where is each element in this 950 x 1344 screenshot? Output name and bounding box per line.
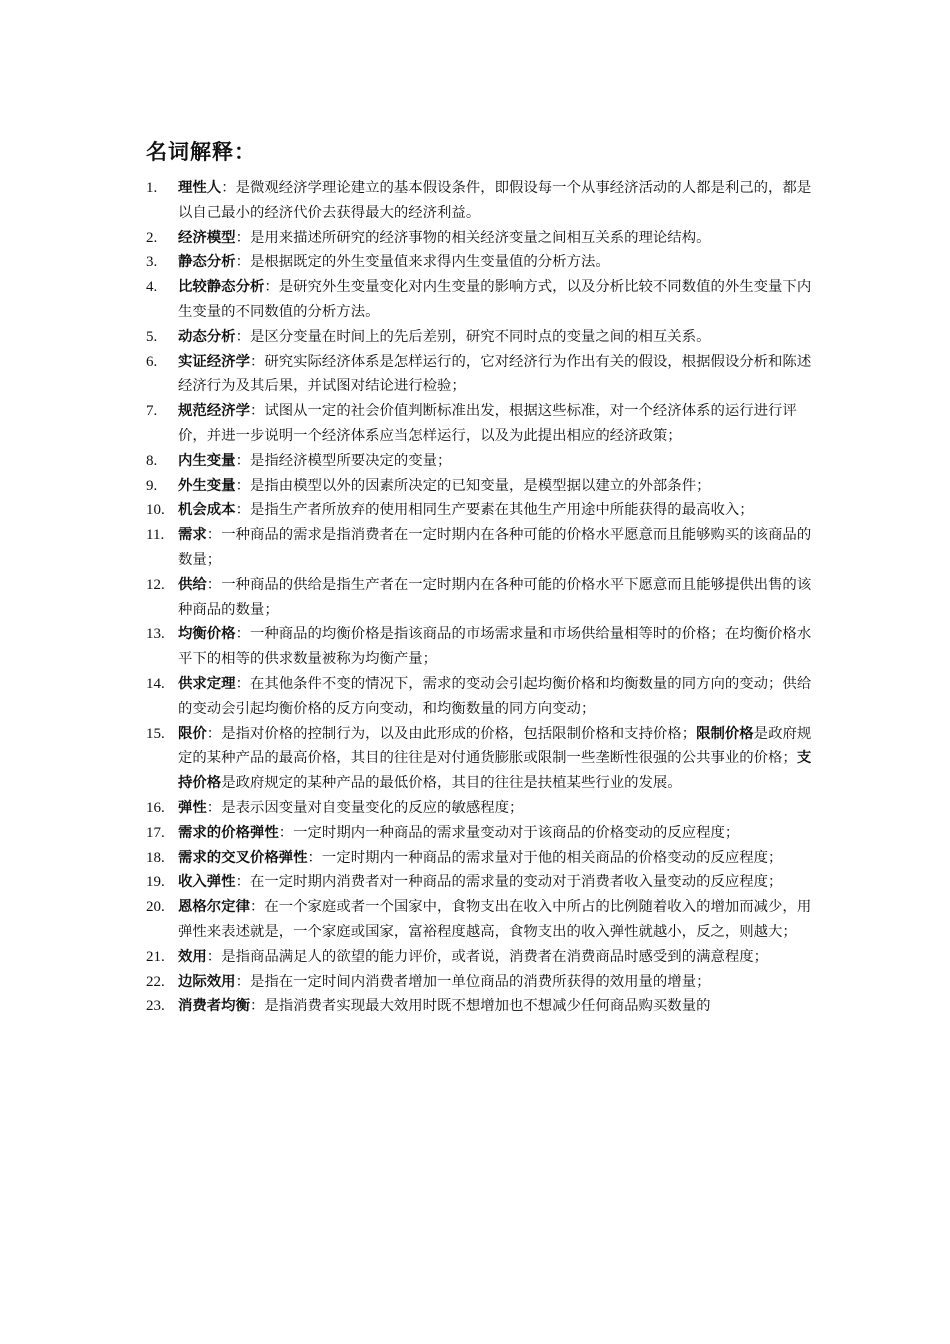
item-text: ：研究实际经济体系是怎样运行的，它对经济行为作出有关的假设，根据假设分析和陈述经济行为及其后果，并试图对结论进行检验； [178,353,812,395]
list-item [146,945,818,970]
item-subterm: 支持价格 [178,750,812,792]
item-number: 22. [146,973,165,990]
item-text: ：是指经济模型所要决定的变量； [235,452,452,469]
item-text: ：是表示因变量对自变量变化的反应的敏感程度； [206,799,524,816]
item-number: 18. [146,849,165,866]
item-term: 需求的价格弹性 [178,824,279,841]
item-text: ：是指消费者实现最大效用时既不想增加也不想减少任何商品购买数量的 [249,998,711,1015]
list-item [146,870,818,895]
list-item [146,994,818,1019]
list-item [146,895,818,945]
item-term: 规范经济学 [178,403,250,420]
item-text: ：一种商品的供给是指生产者在一定时期内在各种可能的价格水平下愿意而且能够提供出售的该种商品的数量； [178,576,812,618]
item-term: 限价 [178,725,207,742]
item-term: 需求的交叉价格弹性 [178,849,308,866]
list-item [146,350,818,400]
list-item [146,325,818,350]
item-text: ：是区分变量在时间上的先后差别，研究不同时点的变量之间的相互关系。 [235,328,711,345]
list-item [146,970,818,995]
item-text: ：一种商品的均衡价格是指该商品的市场需求量和市场供给量相等时的价格；在均衡价格水平下的相等的供求数量被称为均衡产量； [178,626,812,668]
item-term: 效用 [178,948,207,965]
item-number: 16. [146,799,165,816]
item-number: 5. [146,328,158,345]
item-number: 21. [146,948,165,965]
item-text: ：一定时期内一种商品的需求量对于他的相关商品的价格变动的反应程度； [307,849,783,866]
item-text: ：在其他条件不变的情况下，需求的变动会引起均衡价格和均衡数量的同方向的变动；供给的变动会引起均衡价格的反方向变动，和均衡数量的同方向变动； [178,675,812,717]
item-text: ：一定时期内一种商品的需求量变动对于该商品的价格变动的反应程度； [278,824,740,841]
item-term: 比较静态分析 [178,279,265,296]
list-item [146,250,818,275]
item-number: 17. [146,824,165,841]
item-term: 弹性 [178,799,207,816]
item-number: 2. [146,229,158,246]
item-text: ：试图从一定的社会价值判断标准出发，根据这些标准，对一个经济体系的运行进行评价，并进一步说明一个经济体系应当怎样运行，以及为此提出相应的经济政策； [178,403,797,444]
item-text: ：是指由模型以外的因素所决定的已知变量，是模型据以建立的外部条件； [235,477,711,494]
item-subterm: 限制价格 [696,725,754,742]
item-number: 9. [146,477,158,494]
item-number: 10. [146,502,165,519]
item-number: 20. [146,899,165,916]
item-term: 内生变量 [178,452,236,469]
list-item [146,399,818,449]
list-item [146,672,818,722]
item-number: 15. [146,725,165,742]
list-item [146,796,818,821]
item-text: ：是指在一定时间内消费者增加一单位商品的消费所获得的效用量的增量； [235,973,711,990]
list-item [146,176,818,226]
item-text: ：是指生产者所放弃的使用相同生产要素在其他生产用途中所能获得的最高收入； [235,502,754,519]
item-subtext: 是政府规定的某种产品的最高价格，其目的往往是对付通货膨胀或限制一些垄断性很强的公共事业的价格； [178,725,812,767]
item-term: 理性人 [178,180,222,196]
list-item [146,275,818,325]
item-text: ：是指对价格的控制行为，以及由此形成的价格，包括限制价格和支持价格； [206,725,697,742]
item-subtext: 是政府规定的某种产品的最低价格，其目的往往是扶植某些行业的发展。 [221,775,682,792]
list-item [146,821,818,846]
item-term: 供给 [178,576,207,593]
item-text: ：是用来描述所研究的经济事物的相关经济变量之间相互关系的理论结构。 [235,229,711,246]
item-number: 19. [146,874,165,891]
item-text: ：是研究外生变量变化对内生变量的影响方式，以及分析比较不同数值的外生变量下内生变量的不同数值的分析方法。 [178,279,812,320]
item-text: ：一种商品的需求是指消费者在一定时期内在各种可能的价格水平愿意而且能够购买的该商品的数量； [178,527,812,568]
item-number: 14. [146,675,165,692]
item-number: 12. [146,576,165,593]
item-term: 动态分析 [178,328,236,345]
list-item [146,449,818,474]
list-item [146,498,818,523]
item-text: ：在一定时期内消费者对一种商品的需求量的变动对于消费者收入量变动的反应程度； [235,874,783,891]
definition-list [146,176,818,1019]
item-text: ：是根据既定的外生变量值来求得内生变量值的分析方法。 [235,254,610,271]
item-number: 11. [146,527,165,544]
item-number: 4. [146,279,158,296]
item-term: 供求定理 [178,675,236,692]
item-text: ：是指商品满足人的欲望的能力评价，或者说，消费者在消费商品时感受到的满意程度； [206,948,769,965]
item-term: 经济模型 [178,229,236,246]
item-number: 8. [146,452,158,469]
list-item [146,573,818,623]
item-term: 外生变量 [178,477,236,494]
item-number: 6. [146,353,158,370]
list-item [146,622,818,672]
item-text: ：在一个家庭或者一个国家中，食物支出在收入中所占的比例随着收入的增加而减少，用弹性来表述就是，一个家庭或国家，富裕程度越高，食物支出的收入弹性就越小，反之，则越大； [178,899,812,940]
list-item [146,523,818,573]
item-number: 7. [146,403,158,420]
item-term: 恩格尔定律 [178,899,250,916]
item-term: 收入弹性 [178,874,236,891]
item-term: 实证经济学 [178,353,250,370]
item-number: 23. [146,998,165,1015]
list-item [146,226,818,251]
list-item [146,846,818,871]
item-term: 静态分析 [178,254,236,271]
list-item [146,474,818,499]
item-term: 均衡价格 [178,626,236,643]
item-text: ：是微观经济学理论建立的基本假设条件，即假设每一个从事经济活动的人都是利己的，都是以自己最小的经济代价去获得最大的经济利益。 [178,180,812,221]
item-number: 13. [146,626,165,643]
item-term: 边际效用 [178,973,236,990]
item-term: 机会成本 [178,502,236,519]
item-term: 需求 [178,527,207,544]
item-term: 消费者均衡 [178,998,250,1015]
item-number: 1. [146,180,158,196]
list-item [146,722,818,796]
item-number: 3. [146,254,158,271]
page-title: 名词解释： [146,140,256,164]
